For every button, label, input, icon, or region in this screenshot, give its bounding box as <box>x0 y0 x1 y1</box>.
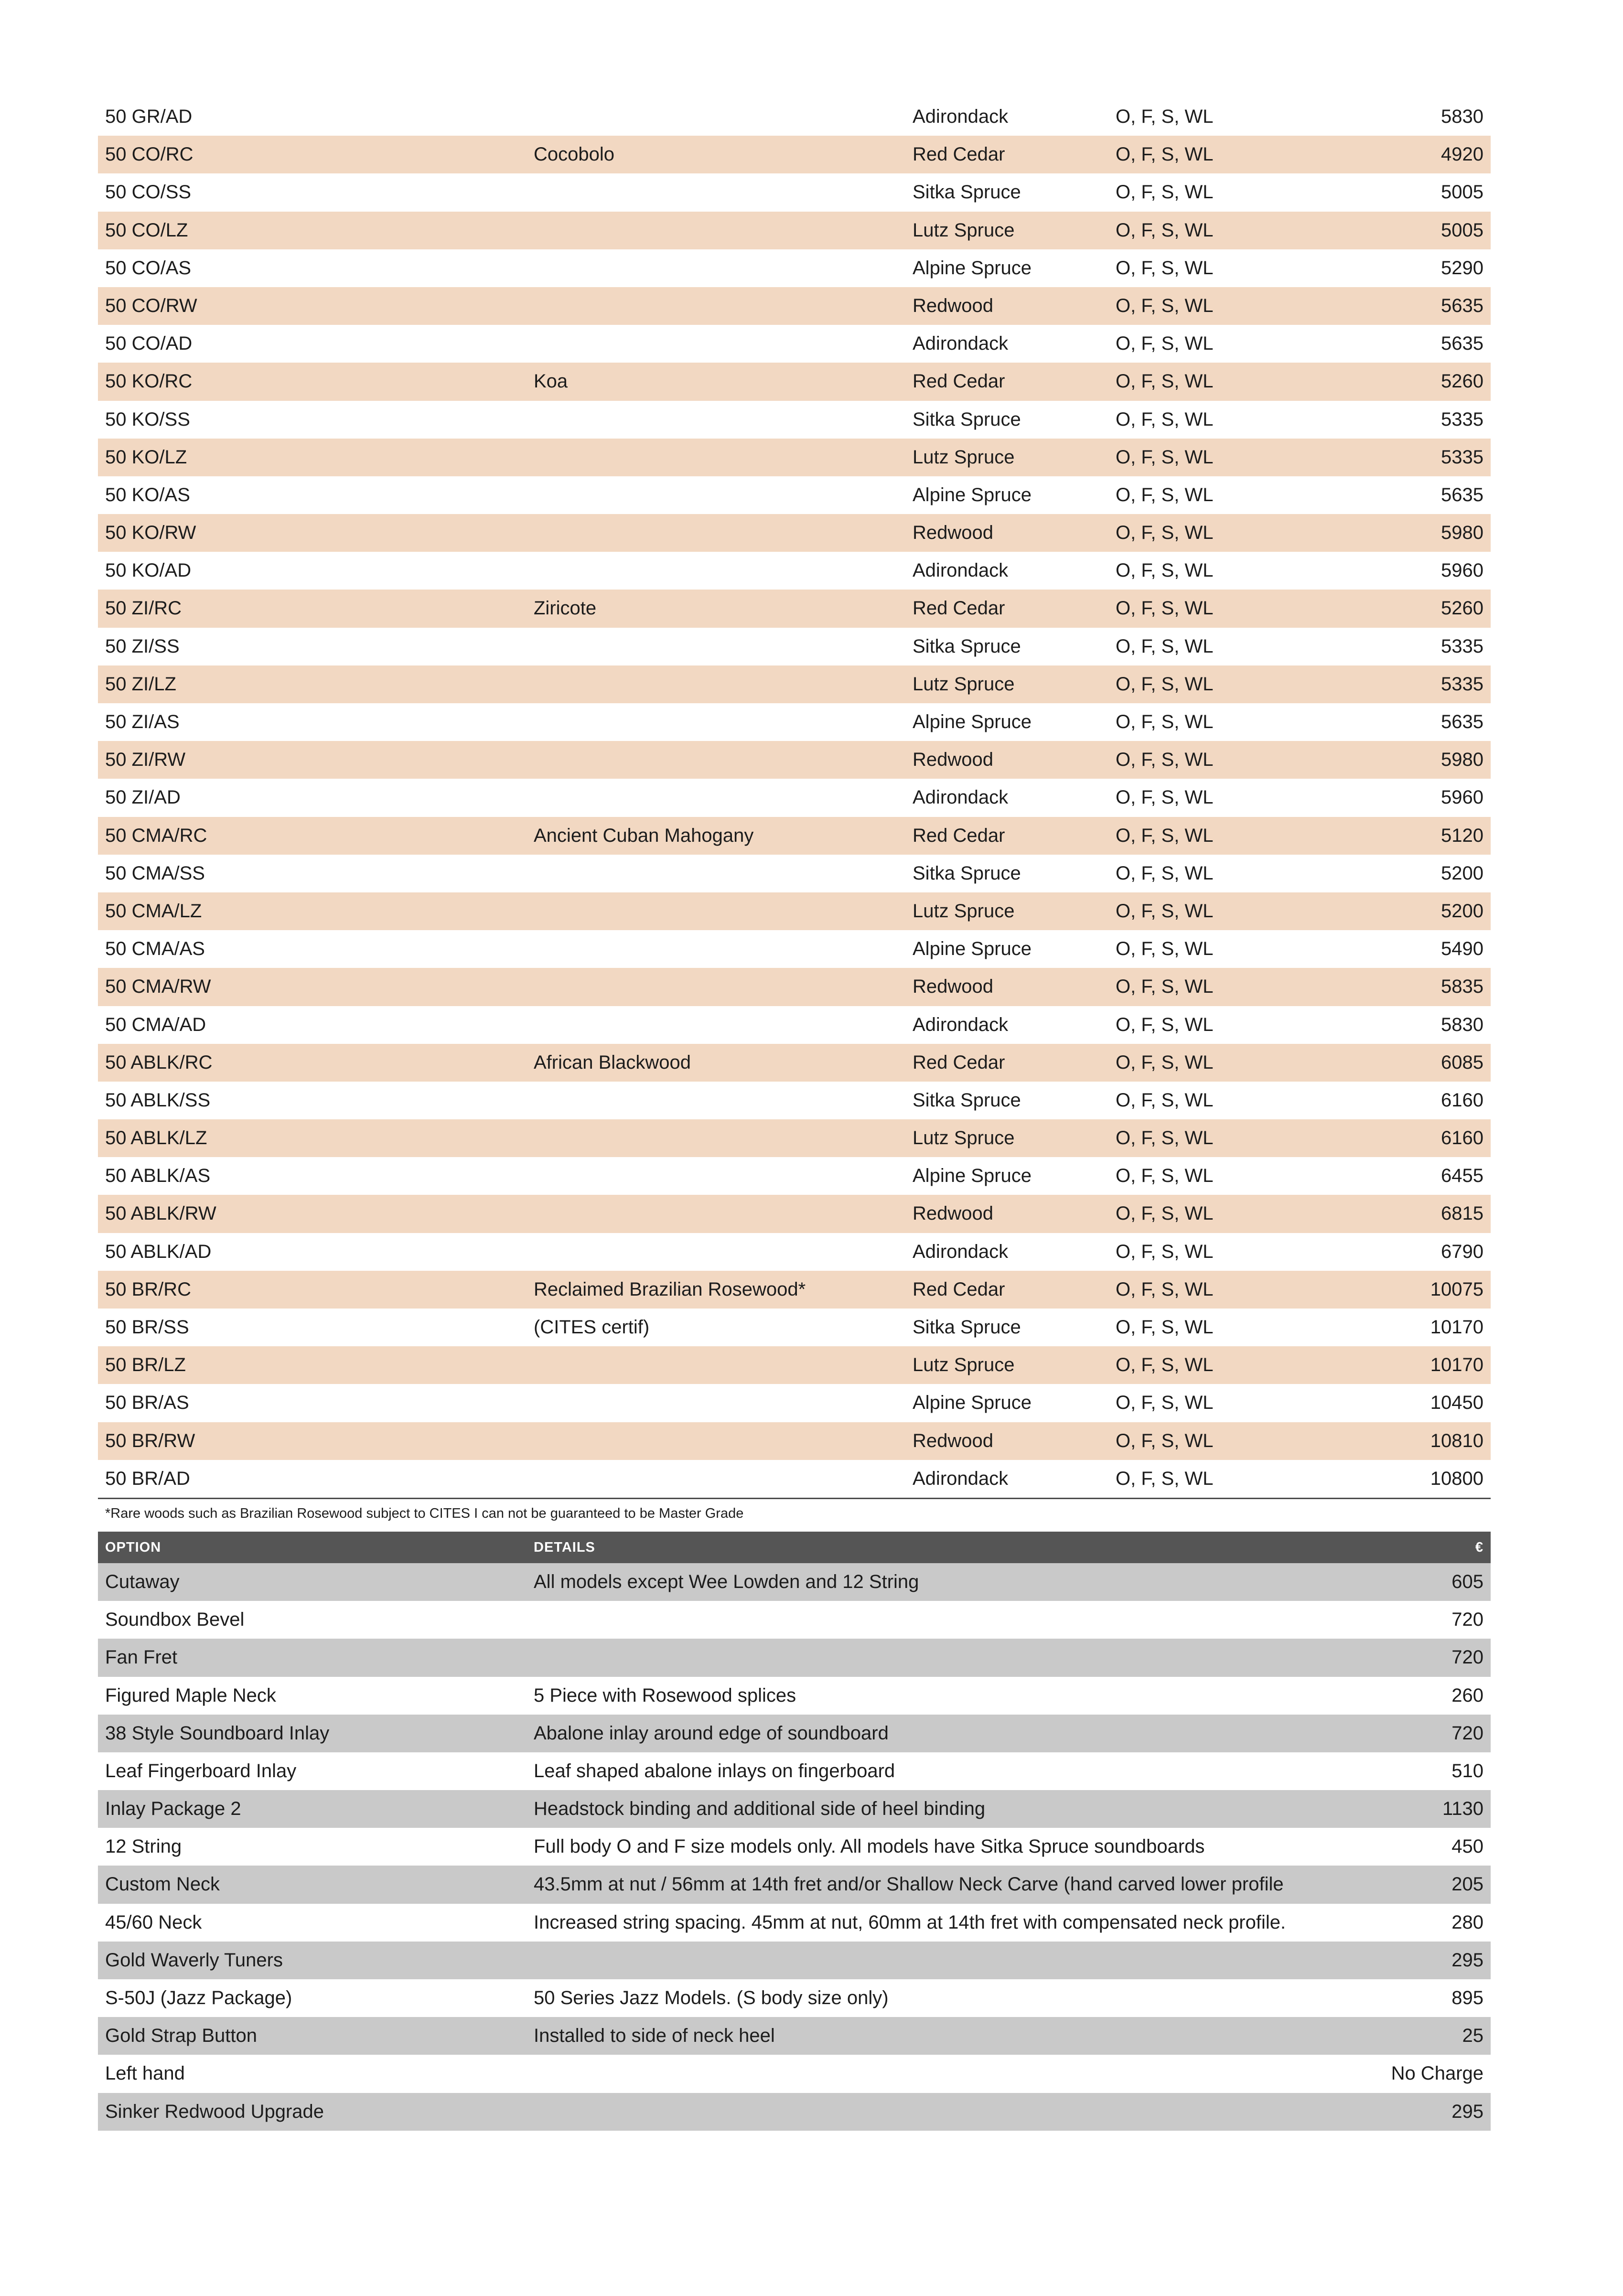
option-details-cell: 43.5mm at nut / 56mm at 14th fret and/or Shallow Neck Carve (hand carved lower profile <box>534 1874 1284 1895</box>
table-row <box>98 892 1491 930</box>
option-details-cell: All models except Wee Lowden and 12 String <box>534 1571 919 1592</box>
sizes-cell: O, F, S, WL <box>1116 219 1214 241</box>
option-name-cell: 12 String <box>105 1836 182 1857</box>
option-price-cell: No Charge <box>1391 2063 1483 2084</box>
top-wood-cell: Redwood <box>913 295 994 316</box>
top-wood-cell: Adirondack <box>913 560 1009 581</box>
table-row <box>98 665 1491 703</box>
sizes-cell: O, F, S, WL <box>1116 1014 1214 1035</box>
option-name-cell: Inlay Package 2 <box>105 1798 241 1820</box>
option-price-cell: 720 <box>1451 1647 1483 1668</box>
table-row <box>98 703 1491 741</box>
model-cell: 50 CO/LZ <box>105 219 188 241</box>
top-wood-cell: Red Cedar <box>913 144 1005 165</box>
table-row <box>98 1309 1491 1346</box>
price-cell: 5960 <box>1441 787 1483 808</box>
top-wood-cell: Lutz Spruce <box>913 446 1015 468</box>
model-cell: 50 ABLK/LZ <box>105 1127 207 1149</box>
option-details-cell: Headstock binding and additional side of heel binding <box>534 1798 986 1820</box>
sizes-cell: O, F, S, WL <box>1116 484 1214 505</box>
price-cell: 5335 <box>1441 635 1483 657</box>
price-cell: 6790 <box>1441 1241 1483 1262</box>
option-price-cell: 205 <box>1451 1874 1483 1895</box>
price-cell: 10800 <box>1430 1468 1483 1489</box>
model-cell: 50 CMA/AS <box>105 938 205 960</box>
option-row <box>98 2093 1491 2131</box>
table-row <box>98 1384 1491 1422</box>
table-row <box>98 1271 1491 1309</box>
option-row <box>98 1601 1491 1639</box>
table-row <box>98 249 1491 287</box>
sizes-cell: O, F, S, WL <box>1116 371 1214 392</box>
model-cell: 50 ABLK/AD <box>105 1241 212 1262</box>
option-price-cell: 260 <box>1451 1684 1483 1706</box>
top-wood-cell: Lutz Spruce <box>913 1127 1015 1149</box>
table-row <box>98 779 1491 816</box>
model-cell: 50 ABLK/AS <box>105 1165 211 1187</box>
price-cell: 4920 <box>1441 144 1483 165</box>
price-cell: 5835 <box>1441 976 1483 998</box>
price-cell: 5635 <box>1441 295 1483 316</box>
model-cell: 50 ZI/RC <box>105 598 182 619</box>
top-wood-cell: Redwood <box>913 1203 994 1224</box>
model-cell: 50 KO/SS <box>105 408 190 430</box>
sizes-cell: O, F, S, WL <box>1116 711 1214 732</box>
sizes-cell: O, F, S, WL <box>1116 938 1214 960</box>
table-row <box>98 930 1491 968</box>
top-wood-cell: Sitka Spruce <box>913 408 1021 430</box>
price-cell: 5260 <box>1441 598 1483 619</box>
top-wood-cell: Red Cedar <box>913 598 1005 619</box>
price-cell: 10075 <box>1430 1278 1483 1300</box>
table-row <box>98 1460 1491 1498</box>
top-wood-cell: Alpine Spruce <box>913 484 1032 505</box>
option-price-cell: 605 <box>1451 1571 1483 1592</box>
option-row <box>98 1904 1491 1942</box>
sizes-cell: O, F, S, WL <box>1116 333 1214 354</box>
sizes-cell: O, F, S, WL <box>1116 182 1214 203</box>
top-wood-cell: Lutz Spruce <box>913 673 1015 695</box>
price-cell: 5005 <box>1441 219 1483 241</box>
header-price: € <box>1475 1539 1483 1555</box>
sizes-cell: O, F, S, WL <box>1116 295 1214 316</box>
top-wood-cell: Adirondack <box>913 106 1009 127</box>
table-row <box>98 590 1491 627</box>
top-wood-cell: Redwood <box>913 1430 994 1451</box>
top-wood-cell: Redwood <box>913 749 994 771</box>
table-row <box>98 1422 1491 1460</box>
option-row <box>98 1752 1491 1790</box>
option-name-cell: Cutaway <box>105 1571 180 1592</box>
table-row <box>98 968 1491 1006</box>
top-wood-cell: Alpine Spruce <box>913 1165 1032 1187</box>
sizes-cell: O, F, S, WL <box>1116 1354 1214 1376</box>
option-details-cell: Full body O and F size models only. All models have Sitka Spruce soundboards <box>534 1836 1205 1857</box>
option-row <box>98 2017 1491 2055</box>
price-cell: 5335 <box>1441 408 1483 430</box>
option-details-cell: Leaf shaped abalone inlays on fingerboard <box>534 1760 895 1781</box>
model-cell: 50 ZI/AD <box>105 787 181 808</box>
price-cell: 5200 <box>1441 862 1483 884</box>
price-cell: 5120 <box>1441 825 1483 846</box>
table-row <box>98 476 1491 514</box>
price-cell: 5960 <box>1441 560 1483 581</box>
price-cell: 5200 <box>1441 900 1483 922</box>
option-price-cell: 510 <box>1451 1760 1483 1781</box>
model-cell: 50 CO/RC <box>105 144 193 165</box>
top-wood-cell: Red Cedar <box>913 825 1005 846</box>
sizes-cell: O, F, S, WL <box>1116 825 1214 846</box>
options-table-body <box>98 1563 1491 2131</box>
sizes-cell: O, F, S, WL <box>1116 1165 1214 1187</box>
model-cell: 50 KO/AS <box>105 484 190 505</box>
top-wood-cell: Redwood <box>913 522 994 544</box>
sizes-cell: O, F, S, WL <box>1116 522 1214 544</box>
header-details: DETAILS <box>534 1539 595 1555</box>
back-wood-cell: Ziricote <box>534 598 597 619</box>
option-name-cell: Gold Waverly Tuners <box>105 1949 283 1971</box>
sizes-cell: O, F, S, WL <box>1116 1430 1214 1451</box>
options-table-header <box>98 1532 1491 1563</box>
model-cell: 50 KO/LZ <box>105 446 187 468</box>
table-row <box>98 98 1491 136</box>
top-wood-cell: Adirondack <box>913 787 1009 808</box>
option-name-cell: 45/60 Neck <box>105 1911 202 1933</box>
top-wood-cell: Red Cedar <box>913 371 1005 392</box>
price-cell: 6160 <box>1441 1089 1483 1111</box>
price-cell: 5830 <box>1441 106 1483 127</box>
top-wood-cell: Adirondack <box>913 1468 1009 1489</box>
top-wood-cell: Sitka Spruce <box>913 635 1021 657</box>
price-cell: 5335 <box>1441 673 1483 695</box>
model-cell: 50 ABLK/SS <box>105 1089 211 1111</box>
price-cell: 10450 <box>1430 1392 1483 1414</box>
table-row <box>98 212 1491 249</box>
option-details-cell: Increased string spacing. 45mm at nut, 60mm at 14th fret with compensated neck profile. <box>534 1911 1286 1933</box>
option-name-cell: S-50J (Jazz Package) <box>105 1987 292 2008</box>
option-name-cell: Custom Neck <box>105 1874 220 1895</box>
sizes-cell: O, F, S, WL <box>1116 257 1214 279</box>
model-cell: 50 KO/RC <box>105 371 193 392</box>
top-wood-cell: Alpine Spruce <box>913 938 1032 960</box>
sizes-cell: O, F, S, WL <box>1116 408 1214 430</box>
price-cell: 5635 <box>1441 711 1483 732</box>
price-cell: 5635 <box>1441 484 1483 505</box>
top-wood-cell: Sitka Spruce <box>913 1089 1021 1111</box>
price-cell: 6455 <box>1441 1165 1483 1187</box>
model-cell: 50 CMA/RW <box>105 976 211 998</box>
option-row <box>98 1639 1491 1676</box>
option-row <box>98 2055 1491 2092</box>
top-wood-cell: Lutz Spruce <box>913 1354 1015 1376</box>
model-cell: 50 BR/AD <box>105 1468 190 1489</box>
top-wood-cell: Sitka Spruce <box>913 862 1021 884</box>
model-cell: 50 ZI/AS <box>105 711 180 732</box>
price-cell: 10810 <box>1430 1430 1483 1451</box>
model-cell: 50 CMA/AD <box>105 1014 206 1035</box>
price-cell: 5005 <box>1441 182 1483 203</box>
table-row <box>98 1006 1491 1044</box>
model-cell: 50 BR/AS <box>105 1392 189 1414</box>
sizes-cell: O, F, S, WL <box>1116 749 1214 771</box>
table-row <box>98 173 1491 211</box>
top-wood-cell: Alpine Spruce <box>913 257 1032 279</box>
table-row <box>98 1044 1491 1082</box>
table-row <box>98 401 1491 439</box>
sizes-cell: O, F, S, WL <box>1116 1278 1214 1300</box>
model-cell: 50 ZI/SS <box>105 635 180 657</box>
option-name-cell: Fan Fret <box>105 1647 178 1668</box>
table-row <box>98 855 1491 892</box>
price-cell: 5980 <box>1441 749 1483 771</box>
option-row <box>98 1563 1491 1601</box>
price-cell: 5260 <box>1441 371 1483 392</box>
sizes-cell: O, F, S, WL <box>1116 787 1214 808</box>
top-wood-cell: Lutz Spruce <box>913 219 1015 241</box>
sizes-cell: O, F, S, WL <box>1116 1089 1214 1111</box>
option-row <box>98 1715 1491 1752</box>
option-details-cell: Abalone inlay around edge of soundboard <box>534 1722 889 1744</box>
sizes-cell: O, F, S, WL <box>1116 144 1214 165</box>
sizes-cell: O, F, S, WL <box>1116 862 1214 884</box>
sizes-cell: O, F, S, WL <box>1116 1203 1214 1224</box>
option-details-cell: 50 Series Jazz Models. (S body size only) <box>534 1987 889 2008</box>
model-cell: 50 ZI/LZ <box>105 673 176 695</box>
model-cell: 50 BR/LZ <box>105 1354 186 1376</box>
model-cell: 50 CMA/SS <box>105 862 205 884</box>
sizes-cell: O, F, S, WL <box>1116 598 1214 619</box>
price-cell: 10170 <box>1430 1317 1483 1338</box>
price-cell: 5490 <box>1441 938 1483 960</box>
option-name-cell: Sinker Redwood Upgrade <box>105 2101 324 2122</box>
top-wood-cell: Adirondack <box>913 1014 1009 1035</box>
option-price-cell: 25 <box>1462 2025 1483 2047</box>
model-cell: 50 CO/AS <box>105 257 192 279</box>
models-price-table <box>98 98 1491 1498</box>
option-name-cell: Leaf Fingerboard Inlay <box>105 1760 297 1781</box>
table-row <box>98 287 1491 325</box>
top-wood-cell: Adirondack <box>913 1241 1009 1262</box>
table-row <box>98 514 1491 552</box>
table-row <box>98 741 1491 779</box>
table-row <box>98 1346 1491 1384</box>
option-details-cell: 5 Piece with Rosewood splices <box>534 1684 796 1706</box>
back-wood-cell: Cocobolo <box>534 144 615 165</box>
model-cell: 50 BR/RC <box>105 1278 192 1300</box>
table-row <box>98 817 1491 855</box>
option-price-cell: 295 <box>1451 1949 1483 1971</box>
option-name-cell: Figured Maple Neck <box>105 1684 276 1706</box>
model-cell: 50 GR/AD <box>105 106 193 127</box>
price-cell: 5335 <box>1441 446 1483 468</box>
option-name-cell: Left hand <box>105 2063 185 2084</box>
sizes-cell: O, F, S, WL <box>1116 976 1214 998</box>
top-wood-cell: Redwood <box>913 976 994 998</box>
option-row <box>98 1866 1491 1903</box>
model-cell: 50 CO/RW <box>105 295 197 316</box>
sizes-cell: O, F, S, WL <box>1116 1392 1214 1414</box>
top-wood-cell: Sitka Spruce <box>913 182 1021 203</box>
back-wood-cell: Reclaimed Brazilian Rosewood* <box>534 1278 806 1300</box>
option-row <box>98 1942 1491 1979</box>
option-name-cell: Soundbox Bevel <box>105 1609 245 1631</box>
price-cell: 5635 <box>1441 333 1483 354</box>
price-list-page <box>98 98 1491 2131</box>
option-row <box>98 1979 1491 2017</box>
price-cell: 6815 <box>1441 1203 1483 1224</box>
sizes-cell: O, F, S, WL <box>1116 635 1214 657</box>
option-row <box>98 1790 1491 1828</box>
sizes-cell: O, F, S, WL <box>1116 446 1214 468</box>
option-price-cell: 280 <box>1451 1911 1483 1933</box>
option-price-cell: 295 <box>1451 2101 1483 2122</box>
model-cell: 50 KO/AD <box>105 560 192 581</box>
price-cell: 5980 <box>1441 522 1483 544</box>
price-cell: 10170 <box>1430 1354 1483 1376</box>
model-cell: 50 ZI/RW <box>105 749 186 771</box>
top-wood-cell: Red Cedar <box>913 1278 1005 1300</box>
sizes-cell: O, F, S, WL <box>1116 1468 1214 1489</box>
price-cell: 5830 <box>1441 1014 1483 1035</box>
table-row <box>98 1082 1491 1119</box>
back-wood-cell: African Blackwood <box>534 1051 691 1073</box>
model-cell: 50 CO/AD <box>105 333 193 354</box>
option-name-cell: 38 Style Soundboard Inlay <box>105 1722 330 1744</box>
table-row <box>98 363 1491 400</box>
option-row <box>98 1677 1491 1715</box>
model-cell: 50 CMA/RC <box>105 825 207 846</box>
top-wood-cell: Alpine Spruce <box>913 1392 1032 1414</box>
model-cell: 50 ABLK/RW <box>105 1203 216 1224</box>
table-row <box>98 1119 1491 1157</box>
footnote: *Rare woods such as Brazilian Rosewood subject to CITES I can not be guaranteed to be Master Grade <box>105 1505 744 1521</box>
price-cell: 6085 <box>1441 1051 1483 1073</box>
option-price-cell: 720 <box>1451 1609 1483 1631</box>
top-wood-cell: Lutz Spruce <box>913 900 1015 922</box>
price-cell: 6160 <box>1441 1127 1483 1149</box>
table-row <box>98 1157 1491 1195</box>
table-row <box>98 136 1491 173</box>
top-wood-cell: Red Cedar <box>913 1051 1005 1073</box>
sizes-cell: O, F, S, WL <box>1116 1317 1214 1338</box>
option-price-cell: 895 <box>1451 1987 1483 2008</box>
sizes-cell: O, F, S, WL <box>1116 1127 1214 1149</box>
option-price-cell: 720 <box>1451 1722 1483 1744</box>
option-name-cell: Gold Strap Button <box>105 2025 257 2047</box>
sizes-cell: O, F, S, WL <box>1116 1241 1214 1262</box>
top-wood-cell: Alpine Spruce <box>913 711 1032 732</box>
table-row <box>98 439 1491 476</box>
top-wood-cell: Adirondack <box>913 333 1009 354</box>
option-details-cell: Installed to side of neck heel <box>534 2025 775 2047</box>
header-option: OPTION <box>105 1539 161 1555</box>
option-row <box>98 1828 1491 1866</box>
sizes-cell: O, F, S, WL <box>1116 673 1214 695</box>
table-row <box>98 552 1491 590</box>
model-cell: 50 CMA/LZ <box>105 900 202 922</box>
options-table <box>98 1532 1491 2131</box>
back-wood-cell: (CITES certif) <box>534 1317 650 1338</box>
option-price-cell: 450 <box>1451 1836 1483 1857</box>
sizes-cell: O, F, S, WL <box>1116 106 1214 127</box>
sizes-cell: O, F, S, WL <box>1116 900 1214 922</box>
option-price-cell: 1130 <box>1442 1798 1483 1820</box>
table-row <box>98 628 1491 665</box>
model-cell: 50 CO/SS <box>105 182 192 203</box>
model-cell: 50 BR/SS <box>105 1317 189 1338</box>
back-wood-cell: Koa <box>534 371 568 392</box>
top-wood-cell: Sitka Spruce <box>913 1317 1021 1338</box>
price-cell: 5290 <box>1441 257 1483 279</box>
table-row <box>98 1195 1491 1233</box>
table-row <box>98 1233 1491 1271</box>
sizes-cell: O, F, S, WL <box>1116 1051 1214 1073</box>
model-cell: 50 KO/RW <box>105 522 196 544</box>
model-cell: 50 ABLK/RC <box>105 1051 213 1073</box>
table-row <box>98 325 1491 363</box>
back-wood-cell: Ancient Cuban Mahogany <box>534 825 754 846</box>
sizes-cell: O, F, S, WL <box>1116 560 1214 581</box>
model-cell: 50 BR/RW <box>105 1430 195 1451</box>
